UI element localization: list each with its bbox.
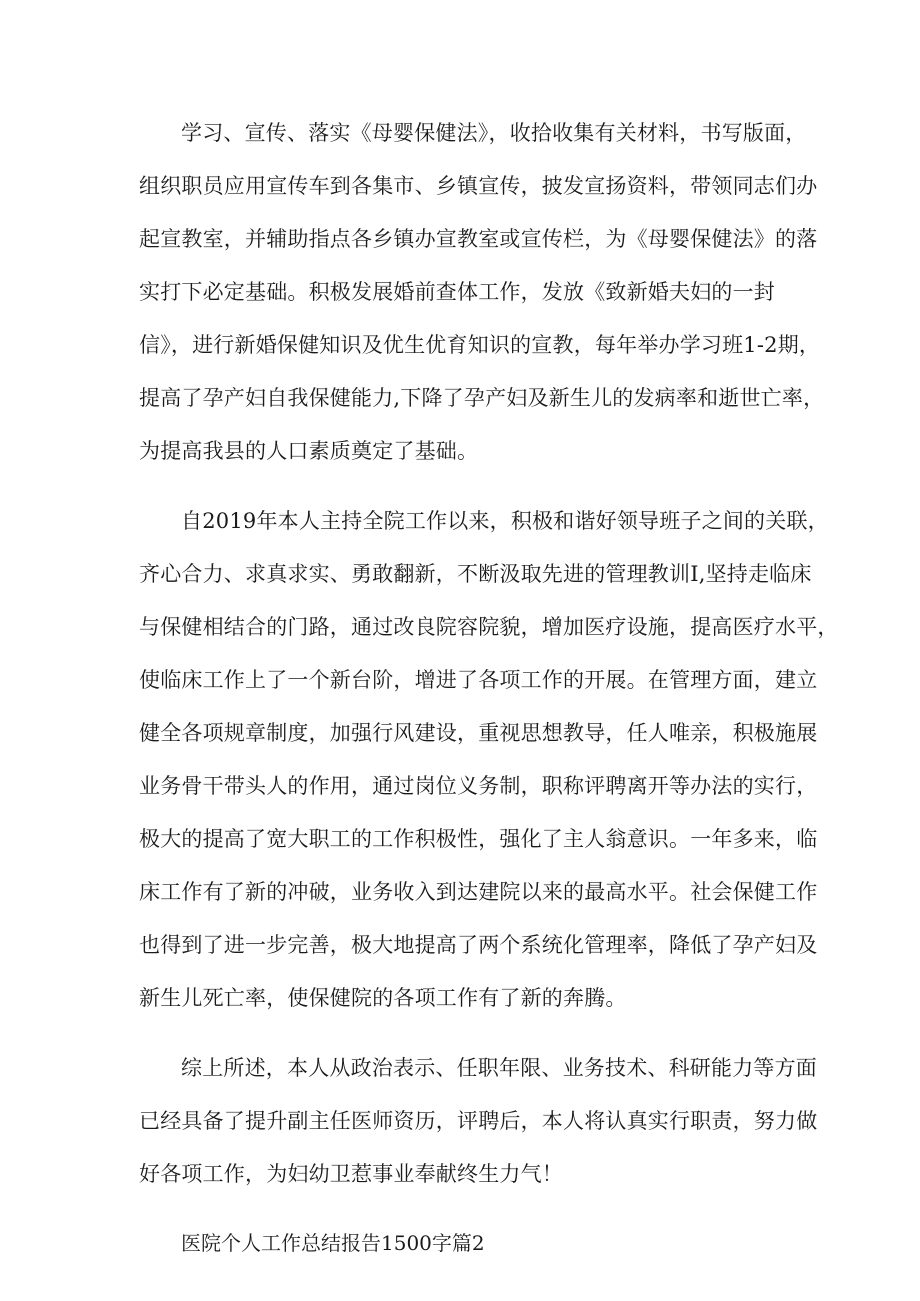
paragraph-2-line-1: 自2019年本人主持全院工作以来，积极和谐好领导班子之间的关联， [181,509,829,533]
section-heading: 医院个人工作总结报告1500字篇2 [181,1231,485,1255]
paragraph-2-line-10: 新生儿死亡率，使保健院的各项工作有了新的奔腾。 [139,986,627,1010]
paragraph-2-line-7: 极大的提高了宽大职工的工作积极性，强化了主人翁意识。一年多来，临 [139,827,818,851]
paragraph-1-line-5: 信》，进行新婚保健知识及优生优育知识的宣教，每年举办学习班1-2期， [139,333,821,357]
paragraph-1-line-4: 实打下必定基础。积极发展婚前查体工作，发放《致新婚夫妇的一封 [139,280,775,304]
paragraph-2-line-5: 健全各项规章制度，加强行风建设，重视思想教导，任人唯亲，积极施展 [139,721,818,745]
paragraph-1-line-2: 组织职员应用宣传车到各集市、乡镇宣传，披发宣扬资料，带领同志们办 [139,174,818,198]
paragraph-2-line-2: 齐心合力、求真求实、勇敢翻新，不断汲取先进的管理教训I,坚持走临床 [139,562,812,586]
paragraph-1-line-7: 为提高我县的人口素质奠定了基础。 [139,439,479,463]
paragraph-1-line-6: 提高了孕产妇自我保健能力,下降了孕产妇及新生儿的发病率和逝世亡率， [139,386,825,410]
paragraph-2-line-6: 业务骨干带头人的作用，通过岗位义务制，职称评聘离开等办法的实行， [139,774,818,798]
paragraph-3-line-2: 已经具备了提升副主任医师资历，评聘后，本人将认真实行职责，努力做 [139,1109,818,1133]
paragraph-2-line-9: 也得到了进一步完善，极大地提高了两个系统化管理率，降低了孕产妇及 [139,933,818,957]
paragraph-2-line-3: 与保健相结合的门路，通过改良院容院貌，增加医疗设施，提高医疗水平， [139,615,839,639]
paragraph-3-line-3: 好各项工作，为妇幼卫惹事业奉献终生力气！ [139,1162,563,1186]
paragraph-3-line-1: 综上所述，本人从政治表示、任职年限、业务技术、科研能力等方面 [181,1056,817,1080]
paragraph-2-line-8: 床工作有了新的冲破，业务收入到达建院以来的最高水平。社会保健工作 [139,880,818,904]
paragraph-2-line-4: 使临床工作上了一个新台阶，增进了各项工作的开展。在管理方面，建立 [139,668,818,692]
paragraph-1-line-1: 学习、宣传、落实《母婴保健法》，收拾收集有关材料，书写版面， [181,121,807,145]
paragraph-1-line-3: 起宣教室，并辅助指点各乡镇办宣教室或宣传栏，为《母婴保健法》的落 [139,227,818,251]
